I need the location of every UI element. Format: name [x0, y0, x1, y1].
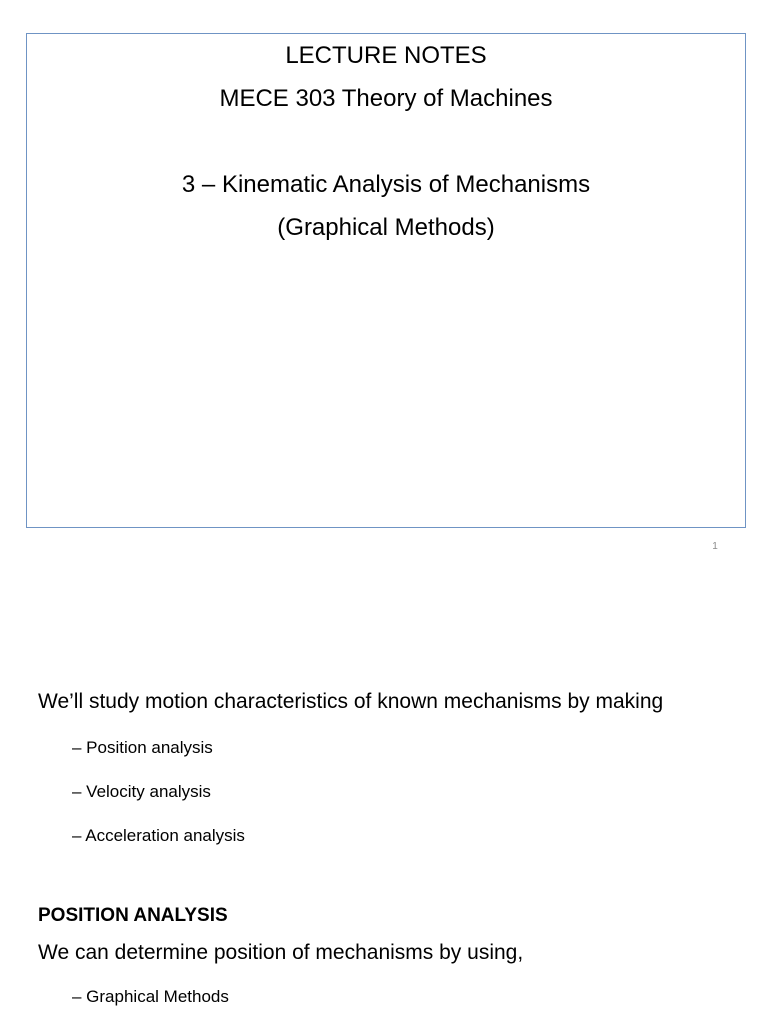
slide-frame	[26, 33, 746, 528]
intro-text: We’ll study motion characteristics of known mechanisms by making	[38, 690, 664, 713]
position-analysis-text: We can determine position of mechanisms by using,	[38, 941, 524, 964]
bullet-position-analysis: – Position analysis	[72, 738, 213, 757]
bullet-graphical-methods: – Graphical Methods	[72, 987, 229, 1006]
page-number: 1	[712, 541, 718, 552]
slide-title-lecture-notes: LECTURE NOTES	[285, 42, 487, 69]
position-analysis-heading: POSITION ANALYSIS	[38, 905, 228, 926]
bullet-velocity-analysis: – Velocity analysis	[72, 782, 211, 801]
bullet-acceleration-analysis: – Acceleration analysis	[72, 826, 245, 845]
slide-title-topic: 3 – Kinematic Analysis of Mechanisms	[181, 171, 591, 198]
slide-title-course: MECE 303 Theory of Machines	[219, 85, 553, 112]
slide-subtitle-method: (Graphical Methods)	[277, 214, 495, 241]
